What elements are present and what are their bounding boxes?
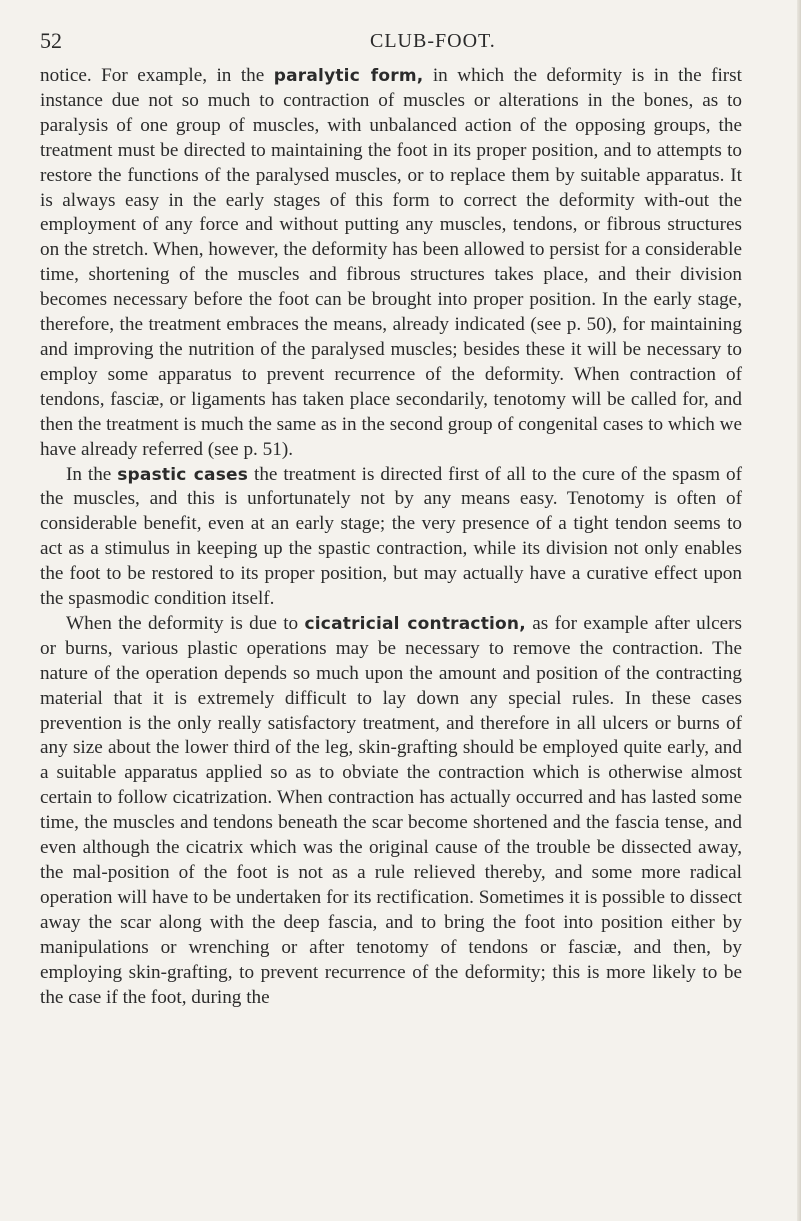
body-text xyxy=(40,64,742,1010)
text-run: in which the deformity is in the first instance due not so much to contraction of muscles or alterations in the bones, as to paralysis of one group of muscles, with unbalanced action of the opposing groups, the treatment must be directed to maintaining the foot in its proper position, and to attempts to restore the functions of the paralysed muscles, or to replace them by suitable apparatus. It is always easy in the early stages of this form to correct the deformity with-out the employment of any force and without putting any muscles, tendons, or fibrous structures on the stretch. When, however, the deformity has been allowed to persist for a considerable time, shortening of the muscles and fibrous structures takes place, and their division becomes necessary before the foot can be brought into proper position. In the early stage, therefore, the treatment embraces the means, already indicated (see p. 50), for maintaining and improving the nutrition of the paralysed muscles; besides these it will be necessary to employ some apparatus to prevent recurrence of the deformity. When contraction of tendons, fasciæ, or ligaments has taken place secondarily, tenotomy will be called for, and then the treatment is much the same as in the second group of congenital cases to which we have already referred (see p. 51). xyxy=(40,65,742,460)
paragraph xyxy=(40,64,742,463)
text-run: as for example after ulcers or burns, various plastic operations may be necessary to remove the contraction. The nature of the operation depends so much upon the amount and position of the contracting material that it is extremely difficult to lay down any special rules. In these cases prevention is the only really satisfactory treatment, and therefore in all ulcers or burns of any size about the lower third of the leg, skin-grafting should be employed quite early, and a suitable apparatus applied so as to obviate the contraction which is otherwise almost certain to follow cicatrization. When contraction has actually occurred and has lasted some time, the muscles and tendons beneath the scar become shortened and the fascia tense, and even although the cicatrix which was the original cause of the trouble be dissected away, the mal-position of the foot is not as a rule relieved thereby, and some more radical operation will have to be undertaken for its rectification. Sometimes it is possible to dissect away the scar along with the deep fascia, and to bring the foot into position either by manipulations or wrenching or after tenotomy of tendons or fasciæ, and then, by employing skin-grafting, to prevent recurrence of the deformity; this is more likely to be the case if the foot, during the xyxy=(40,612,742,1008)
page-number: 52 xyxy=(40,28,62,53)
paragraph xyxy=(40,463,742,612)
bold-term: paralytic form, xyxy=(273,66,424,86)
paragraph xyxy=(40,612,742,1011)
text-run: In the xyxy=(66,463,118,485)
running-title: CLUB-FOOT. xyxy=(370,30,496,52)
text-run: the treatment is directed first of all to the cure of the spasm of the muscles, and this is unfortunately not by any means easy. Tenotomy is often of considerable benefit, even at an early stage; the very presence of a tight tendon seems to act as a stimulus in keeping up the spastic contraction, while its division not only enables the foot to be restored to its proper position, but may actually have a curative effect upon the spasmodic condition itself. xyxy=(40,463,742,610)
page-edge-shadow xyxy=(797,0,801,1221)
text-run: When the deformity is due to xyxy=(66,612,305,634)
bold-term: cicatricial contraction, xyxy=(304,613,526,634)
text-run: notice. For example, in the xyxy=(40,65,274,86)
bold-term: spastic cases xyxy=(117,464,249,485)
page-header xyxy=(40,28,720,58)
